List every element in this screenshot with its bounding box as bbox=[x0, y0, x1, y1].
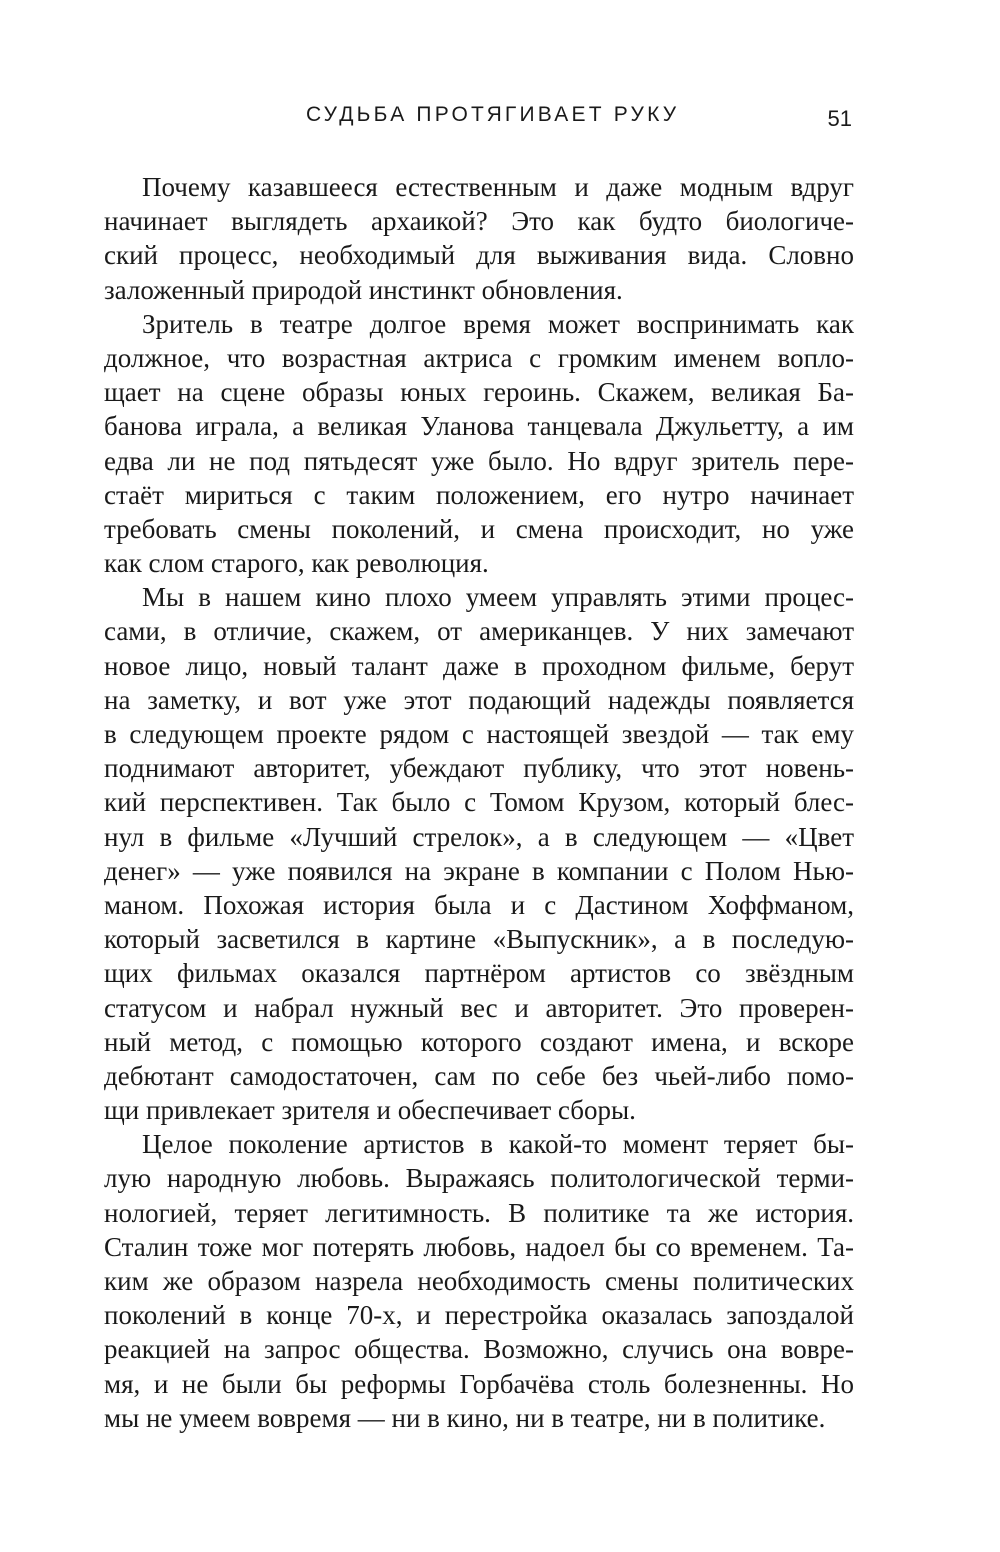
text-line: мя, и не были бы реформы Горбачёва столь болезненны. Но bbox=[104, 1368, 854, 1399]
text-line: щи привлекает зрителя и обеспечивает сборы. bbox=[104, 1095, 636, 1126]
running-header bbox=[104, 103, 852, 137]
text-line: поколений в конце 70-х, и перестройка оказалась запоздалой bbox=[104, 1300, 854, 1331]
text-line: стаёт мириться с таким положением, его нутро начинает bbox=[104, 479, 854, 510]
text-line: маном. Похожая история была и с Дастином Хоффманом, bbox=[104, 889, 854, 920]
paragraph-3 bbox=[104, 580, 854, 1127]
paragraph-2 bbox=[104, 307, 854, 581]
paragraph-4 bbox=[104, 1127, 854, 1435]
page-number: 51 bbox=[827, 106, 852, 131]
text-line: реакцией на запрос общества. Возможно, случись она вовре- bbox=[104, 1334, 854, 1365]
text-line: ким же образом назрела необходимость смены политических bbox=[104, 1266, 854, 1296]
text-line: поднимают авторитет, убеждают публику, что этот новень- bbox=[104, 753, 854, 784]
text-line: денег» — уже появился на экране в компании с Полом Нью- bbox=[104, 855, 854, 886]
text-line: мы не умеем вовремя — ни в кино, ни в театре, ни в политике. bbox=[104, 1402, 826, 1433]
text-line: дебютант самодостаточен, сам по себе без чьей-либо помо- bbox=[104, 1060, 854, 1091]
text-line: статусом и набрал нужный вес и авторитет. Это проверен- bbox=[104, 992, 854, 1023]
text-line: ный метод, с помощью которого создают имена, и вскоре bbox=[104, 1026, 854, 1057]
text-line: сами, в отличие, скажем, от американцев. У них замечают bbox=[104, 616, 854, 647]
text-line: заложенный природой инстинкт обновления. bbox=[104, 274, 623, 305]
text-line: Сталин тоже мог потерять любовь, надоел бы со временем. Та- bbox=[104, 1231, 854, 1262]
text-line: как слом старого, как революция. bbox=[104, 548, 489, 579]
text-line: щих фильмах оказался партнёром артистов со звёздным bbox=[104, 958, 854, 989]
text-line: банова играла, а великая Уланова танцевала Джульетту, а им bbox=[104, 411, 854, 442]
text-line: Зритель в театре долгое время может воспринимать как bbox=[142, 308, 854, 339]
text-line: требовать смены поколений, и смена происходит, но уже bbox=[104, 513, 854, 544]
body-text bbox=[104, 170, 854, 1435]
text-line: щает на сцене образы юных героинь. Скажем, великая Ба- bbox=[104, 377, 854, 408]
text-line: новое лицо, новый талант даже в проходном фильме, берут bbox=[104, 650, 854, 681]
text-line: Почему казавшееся естественным и даже модным вдруг bbox=[142, 172, 854, 202]
text-line: в следующем проекте рядом с настоящей звездой — так ему bbox=[104, 719, 854, 749]
text-line: должное, что возрастная актриса с громким именем вопло- bbox=[104, 342, 854, 373]
text-line: нул в фильме «Лучший стрелок», а в следующем — «Цвет bbox=[104, 821, 854, 852]
text-line: Целое поколение артистов в какой-то момент теряет бы- bbox=[142, 1129, 854, 1160]
text-line: нологией, теряет легитимность. В политике та же история. bbox=[104, 1197, 854, 1228]
text-line: ский процесс, необходимый для выживания вида. Словно bbox=[104, 240, 854, 271]
text-line: кий перспективен. Так было с Томом Крузом, который блес- bbox=[104, 787, 854, 818]
text-line: Мы в нашем кино плохо умеем управлять этими процес- bbox=[142, 582, 854, 613]
text-line: который засветился в картине «Выпускник», а в последую- bbox=[104, 924, 854, 955]
text-line: едва ли не под пятьдесят уже было. Но вдруг зритель пере- bbox=[104, 445, 854, 476]
text-line: на заметку, и вот уже этот подающий надежды появляется bbox=[104, 684, 854, 715]
text-line: лую народную любовь. Выражаясь политологической терми- bbox=[104, 1163, 854, 1194]
text-line: начинает выглядеть архаикой? Это как будто биологиче- bbox=[104, 206, 854, 237]
paragraph-1 bbox=[104, 170, 854, 307]
chapter-title: СУДЬБА ПРОТЯГИВАЕТ РУКУ bbox=[306, 103, 680, 126]
